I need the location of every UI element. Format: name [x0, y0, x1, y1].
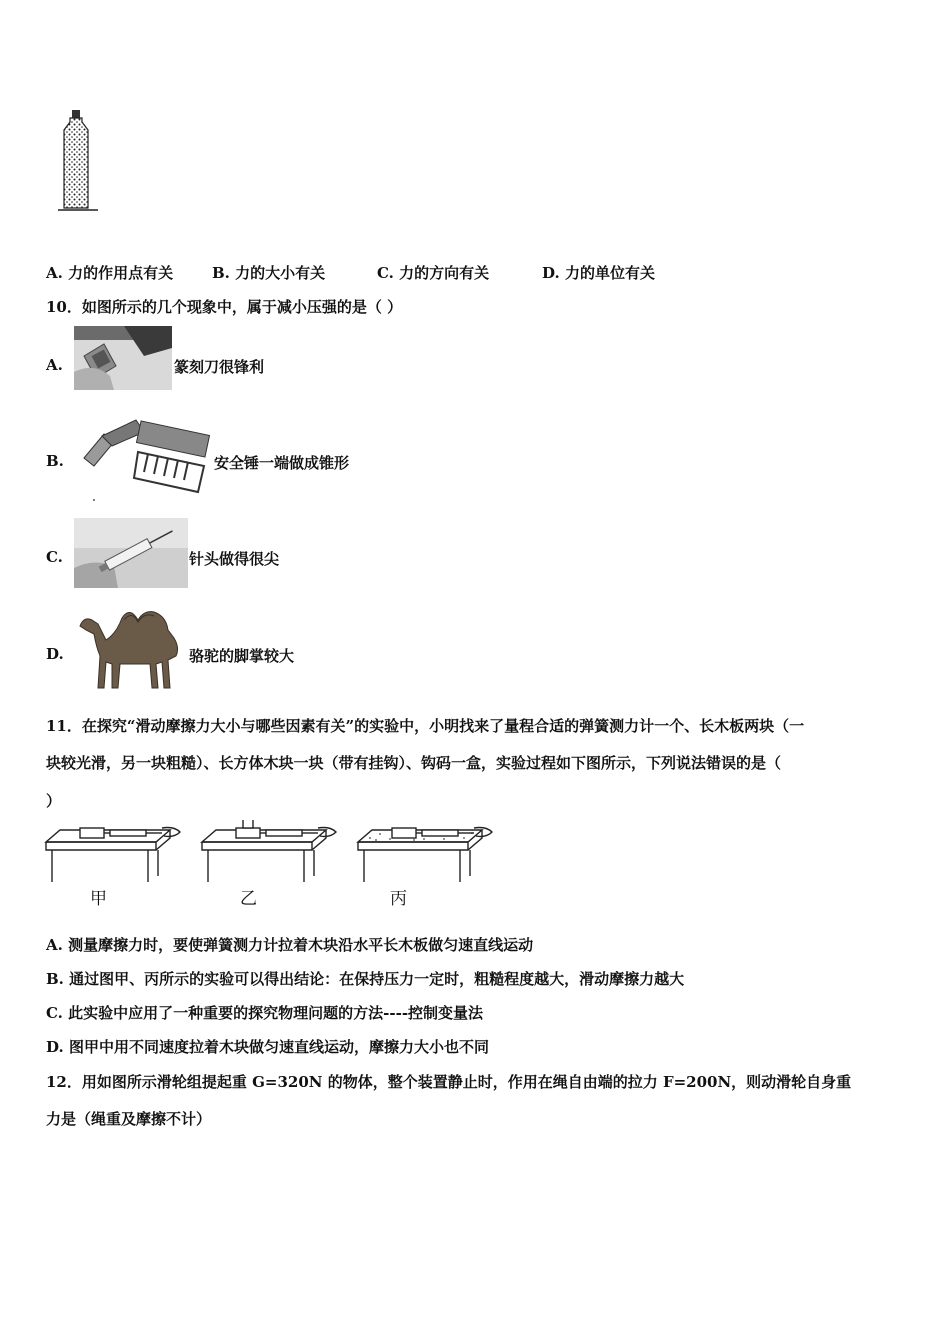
q12-stem-line-2: 力是（绳重及摩擦不计）: [46, 1110, 212, 1128]
q10-option-a-text: 篆刻刀很锋利: [174, 358, 265, 376]
camel-image: [76, 604, 186, 690]
q10-stem: 10．如图所示的几个现象中，属于减小压强的是（ ）: [46, 298, 403, 316]
option-key: B.: [212, 264, 230, 282]
carving-knife-image: [74, 326, 172, 390]
q10-option-c-text: 针头做得很尖: [189, 550, 280, 568]
q9-option-a[interactable]: [46, 262, 173, 283]
friction-experiment-figure: [44, 820, 514, 910]
q12-stem-line-1: 12．用如图所示滑轮组提起重 G=320N 的物体，整个装置静止时，作用在绳自由端的拉力 F=200N，则动滑轮自身重: [46, 1073, 852, 1091]
option-key: D.: [46, 1038, 64, 1056]
q10-option-a-key[interactable]: A.: [46, 356, 63, 374]
experiment-yi: [202, 820, 336, 882]
option-text: 力的大小有关: [235, 264, 326, 282]
safety-hammer-image: [78, 414, 212, 504]
q11-option-a[interactable]: [46, 934, 533, 955]
experiment-jia: [46, 828, 180, 883]
q9-option-b[interactable]: [212, 262, 325, 283]
q11-option-c[interactable]: [46, 1002, 483, 1023]
q11-stem-line-3: ）: [46, 792, 62, 810]
option-text: 此实验中应用了一种重要的探究物理问题的方法----控制变量法: [68, 1004, 484, 1022]
sand-bottle-figure: [58, 108, 102, 216]
option-key: A.: [46, 936, 63, 954]
option-key: A.: [46, 264, 63, 282]
option-key: C.: [46, 1004, 63, 1022]
q9-option-c[interactable]: [377, 262, 489, 283]
q11-stem-line-1: 11．在探究“滑动摩擦力大小与哪些因素有关”的实验中，小明找来了量程合适的弹簧测力计一个、长木板两块（一: [46, 717, 805, 735]
figure-label-yi: 乙: [240, 889, 257, 909]
q10-option-c-key[interactable]: C.: [46, 548, 63, 566]
option-key: B.: [46, 970, 64, 988]
q10-option-b-key[interactable]: B.: [46, 452, 64, 470]
figure-label-jia: 甲: [90, 889, 107, 909]
q11-stem-line-2: 块较光滑，另一块粗糙）、长方体木块一块（带有挂钩）、钩码一盒，实验过程如下图所示，下列说法错误的是（: [46, 754, 782, 772]
option-text: 力的作用点有关: [68, 264, 174, 282]
q10-option-d-key[interactable]: D.: [46, 645, 64, 663]
option-text: 力的方向有关: [399, 264, 490, 282]
option-key: C.: [377, 264, 394, 282]
option-text: 测量摩擦力时，要使弹簧测力计拉着木块沿水平长木板做匀速直线运动: [68, 936, 534, 954]
syringe-image: [74, 518, 188, 588]
q11-option-b[interactable]: [46, 968, 684, 989]
experiment-bing: [358, 828, 492, 883]
q10-option-b-text: 安全锤一端做成锥形: [214, 454, 350, 472]
option-key: D.: [542, 264, 560, 282]
q10-option-d-text: 骆驼的脚掌较大: [189, 647, 295, 665]
option-text: 力的单位有关: [564, 264, 655, 282]
option-text: 通过图甲、丙所示的实验可以得出结论：在保持压力一定时，粗糙程度越大，滑动摩擦力越大: [69, 970, 685, 988]
q9-option-d[interactable]: [542, 262, 655, 283]
option-text: 图甲中用不同速度拉着木块做匀速直线运动，摩擦力大小也不同: [68, 1038, 489, 1056]
q11-option-d[interactable]: [46, 1036, 489, 1057]
figure-label-bing: 丙: [390, 889, 407, 909]
